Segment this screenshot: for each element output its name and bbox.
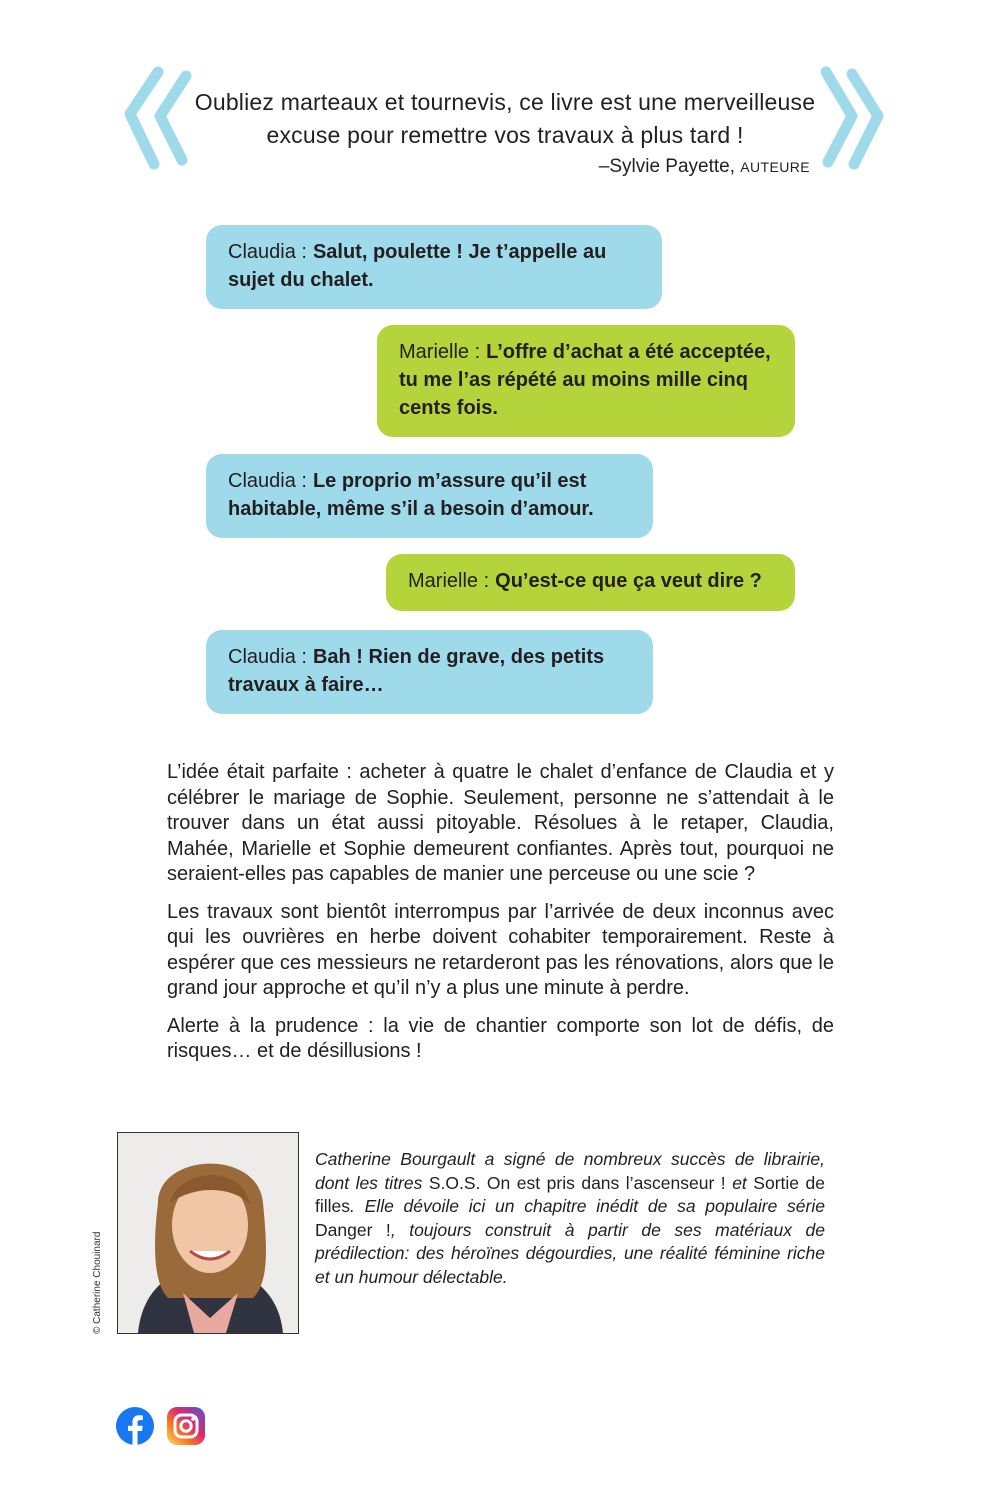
author-photo — [117, 1132, 299, 1334]
speaker-name: Claudia : — [228, 241, 307, 263]
chat-bubble — [206, 225, 662, 309]
quote-attribution — [599, 156, 810, 178]
summary-paragraph: Les travaux sont bientôt interrompus par l’arrivée de deux inconnus avec qui les ouvrières en herbe doivent cohabiter temporairement. Reste à espérer que ces messieurs ne retarderont pas les rénovations, alors que le grand jour approche et qu’il n’y a plus une minute à perdre. — [167, 900, 834, 999]
chat-bubble — [377, 325, 795, 437]
facebook-icon[interactable] — [115, 1406, 155, 1446]
book-title: S.O.S. On est pris dans l’ascenseur ! — [428, 1172, 726, 1193]
speaker-name: Marielle : — [408, 570, 490, 592]
chat-bubble — [206, 630, 653, 714]
chat-message: Bah ! Rien de grave, des petits travaux à faire… — [228, 646, 605, 696]
quote-author-role: AUTEURE — [740, 159, 810, 175]
chat-bubble — [206, 454, 653, 538]
chat-message: Qu’est-ce que ça veut dire ? — [495, 570, 762, 592]
instagram-icon[interactable] — [166, 1406, 206, 1446]
series-title: Danger ! — [315, 1219, 391, 1240]
speaker-name: Claudia : — [228, 646, 307, 668]
right-quote-mark-icon — [808, 64, 888, 174]
left-quote-mark-icon — [120, 64, 200, 174]
summary-paragraph: L’idée était parfaite : acheter à quatre le chalet d’enfance de Claudia et y célébrer le mariage de Sophie. Seulement, personne ne s’attendait à le trouver dans un état aussi pitoyable. Résolues à le retaper, Claudia, Mahée, Marielle et Sophie demeurent confiantes. Après tout, pourquoi ne seraient-elles pas capables de manier une perceuse ou une scie ? — [167, 761, 834, 885]
speaker-name: Claudia : — [228, 470, 307, 492]
bio-text: . Elle dévoile ici un chapitre inédit de sa populaire série — [350, 1196, 825, 1216]
chat-message: Salut, poulette ! Je t’appelle au sujet du chalet. — [228, 241, 607, 291]
quote-text: Oubliez marteaux et tournevis, ce livre est une merveilleuse excuse pour remettre vos travaux à plus tard ! — [194, 89, 816, 148]
bio-text: et — [725, 1172, 754, 1193]
book-summary — [167, 760, 834, 1077]
summary-paragraph: Alerte à la prudence : la vie de chantier comporte son lot de défis, de risques… et de désillusions ! — [167, 1014, 834, 1062]
photo-credit: © Catherine Chouinard — [92, 1231, 103, 1334]
bio-text: , toujours construit à partir de ses matériaux de prédilection: des héroïnes dégourdies, une réalité féminine riche et un humour délectable. — [315, 1219, 826, 1287]
bio-text: Catherine Bourgault a signé de nombreux succès de librairie, dont les titres — [315, 1149, 825, 1193]
chat-message: L’offre d’achat a été acceptée, tu me l’as répété au moins mille cinq cents fois. — [399, 341, 771, 419]
speaker-name: Marielle : — [399, 341, 481, 363]
book-title: Sortie de filles — [315, 1172, 825, 1216]
quote-author: –Sylvie Payette, — [598, 156, 736, 177]
author-bio — [315, 1148, 825, 1289]
chat-message: Le proprio m’assure qu’il est habitable, même s’il a besoin d’amour. — [228, 470, 594, 520]
chat-bubble — [386, 554, 795, 611]
